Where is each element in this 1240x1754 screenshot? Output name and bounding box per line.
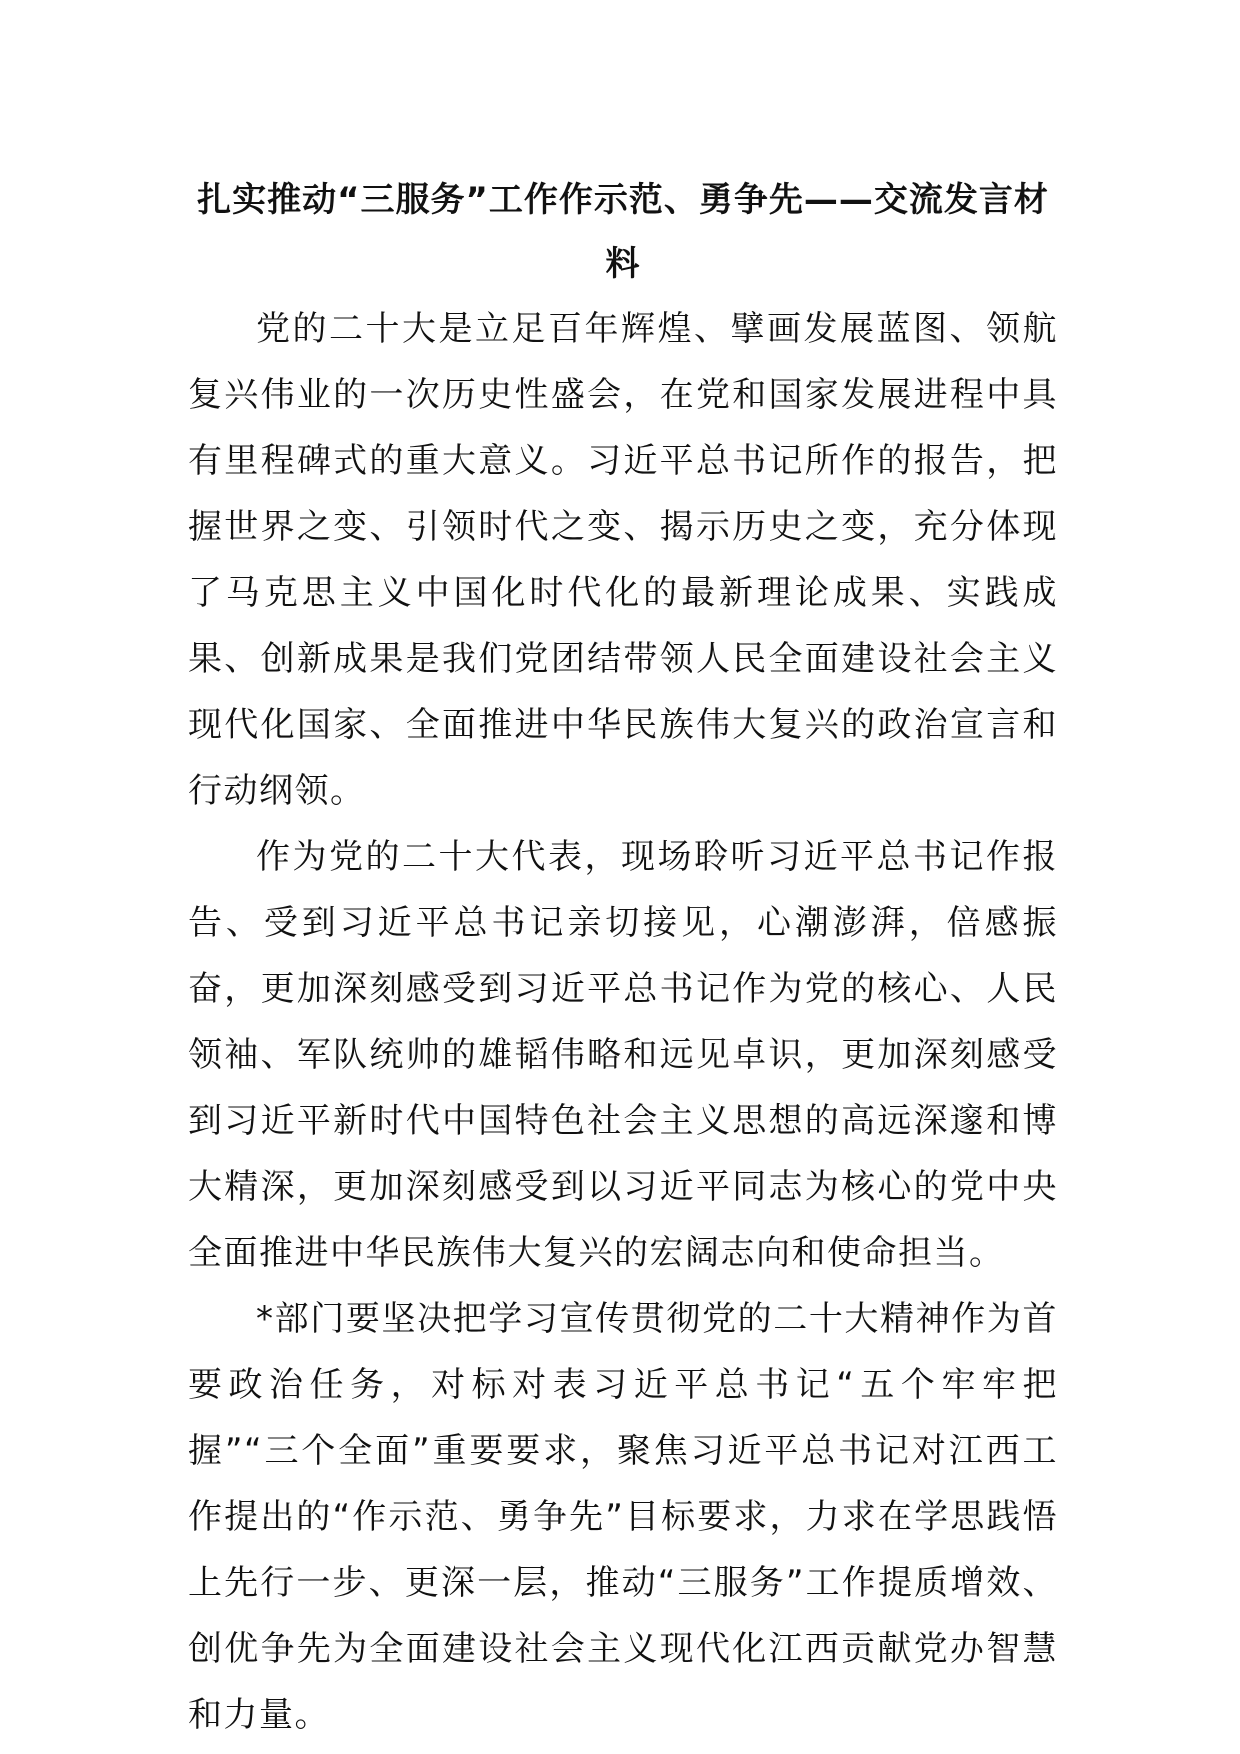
document-body xyxy=(188,168,1058,1748)
paragraph-2: 作为党的二十大代表，现场聆听习近平总书记作报告、受到习近平总书记亲切接见，心潮澎湃，倍感振奋，更加深刻感受到习近平总书记作为党的核心、人民领袖、军队统帅的雄韬伟略和远见卓识，更加深刻感受到习近平新时代中国特色社会主义思想的高远深邃和博大精深，更加深刻感受到以习近平同志为核心的党中央全面推进中华民族伟大复兴的宏阔志向和使命担当。 xyxy=(188,837,1058,1273)
paragraph-3: *部门要坚决把学习宣传贯彻党的二十大精神作为首要政治任务，对标对表习近平总书记“五个牢牢把握”“三个全面”重要要求，聚焦习近平总书记对江西工作提出的“作示范、勇争先”目标要求，力求在学思践悟上先行一步、更深一层，推动“三服务”工作提质增效、创优争先为全面建设社会主义现代化江西贡献党办智慧和力量。 xyxy=(188,1299,1058,1735)
paragraph-1: 党的二十大是立足百年辉煌、擘画发展蓝图、领航复兴伟业的一次历史性盛会，在党和国家发展进程中具有里程碑式的重大意义。习近平总书记所作的报告，把握世界之变、引领时代之变、揭示历史之变，充分体现了马克思主义中国化时代化的最新理论成果、实践成果、创新成果是我们党团结带领人民全面建设社会主义现代化国家、全面推进中华民族伟大复兴的政治宣言和行动纲领。 xyxy=(188,309,1058,811)
document-title: 扎实推动“三服务”工作作示范、勇争先——交流发言材料 xyxy=(197,180,1049,284)
